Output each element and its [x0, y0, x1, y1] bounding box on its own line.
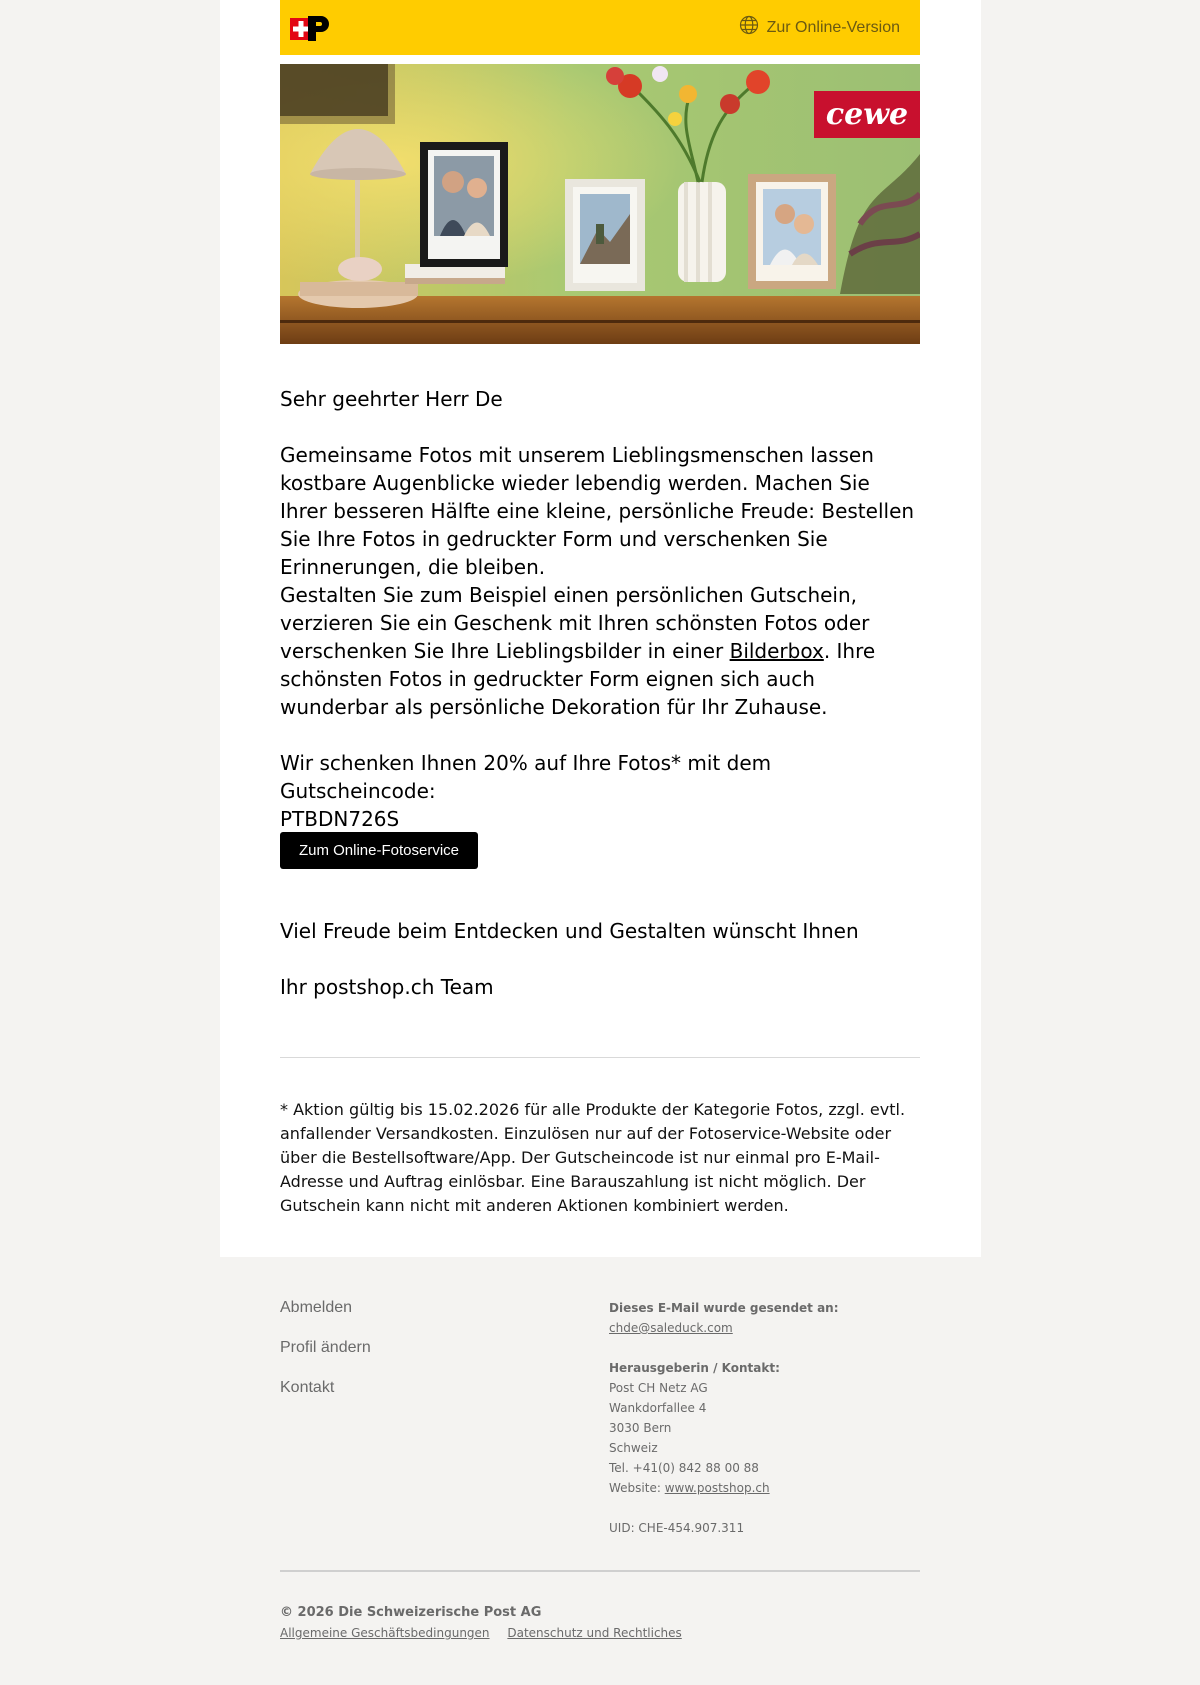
online-version-label: Zur Online-Version: [766, 18, 900, 36]
voucher-code: PTBDN726S: [280, 807, 400, 831]
offer-paragraph: [280, 749, 920, 833]
unsubscribe-link[interactable]: Abmelden: [280, 1299, 353, 1316]
paragraph-2-before: Gestalten Sie zum Beispiel einen persönlichen Gutschein, verzieren Sie ein Geschenk mit Ihren schönsten Fotos oder verschenken Sie Ihre Lieblingsbilder in einer: [280, 583, 870, 663]
closing-text: Viel Freude beim Entdecken und Gestalten wünscht Ihnen: [280, 919, 859, 943]
publisher-phone: Tel. +41(0) 842 88 00 88: [609, 1461, 759, 1475]
globe-icon: [739, 15, 759, 40]
publisher-city: 3030 Bern: [609, 1421, 672, 1435]
online-fotoservice-button[interactable]: Zum Online-Fotoservice: [280, 832, 478, 869]
recipient-email-link[interactable]: chde@saleduck.com: [609, 1321, 733, 1335]
contact-link[interactable]: Kontakt: [280, 1379, 335, 1396]
publisher-company: Post CH Netz AG: [609, 1381, 708, 1395]
privacy-link[interactable]: Datenschutz und Rechtliches: [507, 1626, 682, 1640]
footer-divider: [280, 1570, 920, 1572]
uid-number: UID: CHE-454.907.311: [609, 1521, 745, 1535]
fine-print: * Aktion gültig bis 15.02.2026 für alle Produkte der Kategorie Fotos, zzgl. evtl. anfallender Versandkosten. Einzulösen nur auf der Fotoservice-Website oder über die Bestellsoftware/App. Der Gutscheincode ist nur einmal pro E-Mail-Adresse und Auftrag einlösbar. Eine Barauszahlung ist nicht möglich. Der Gutschein kann nicht mit anderen Aktionen kombiniert werden.: [280, 1100, 906, 1215]
copyright: © 2026 Die Schweizerische Post AG: [280, 1605, 542, 1620]
website-label: Website:: [609, 1481, 665, 1495]
content-divider: [280, 1057, 920, 1058]
publisher-country: Schweiz: [609, 1441, 658, 1455]
swiss-post-logo[interactable]: [290, 13, 334, 43]
change-profile-link[interactable]: Profil ändern: [280, 1339, 371, 1356]
online-version-link[interactable]: [739, 15, 900, 40]
hero-image: [280, 64, 920, 344]
paragraph-1: Gemeinsame Fotos mit unserem Lieblingsmenschen lassen kostbare Augenblicke wieder lebendig werden. Machen Sie Ihrer besseren Hälfte eine kleine, persönliche Freude: Bestellen Sie Ihre Fotos in gedruckter Form und verschenken Sie Erinnerungen, die bleiben.: [280, 443, 915, 579]
cewe-brand-text: cewe: [825, 97, 909, 132]
terms-link[interactable]: Allgemeine Geschäftsbedingungen: [280, 1626, 490, 1640]
footer-links: [280, 1296, 371, 1416]
offer-text: Wir schenken Ihnen 20% auf Ihre Fotos* mit dem Gutscheincode:: [280, 751, 772, 803]
paragraph-2: [280, 581, 920, 721]
greeting: Sehr geehrter Herr De: [280, 387, 503, 411]
bilderbox-link[interactable]: Bilderbox: [729, 639, 824, 663]
footer-info: [609, 1298, 839, 1538]
email-card: [220, 0, 981, 1257]
publisher-street: Wankdorfallee 4: [609, 1401, 707, 1415]
header-bar: [280, 0, 920, 55]
publisher-website: [609, 1478, 839, 1498]
sent-to-label: Dieses E-Mail wurde gesendet an:: [609, 1301, 839, 1315]
paragraph-2-after: . Ihre schönsten Fotos in gedruckter Form eignen sich auch wunderbar als persönliche Dekoration für Ihr Zuhause.: [280, 639, 876, 719]
signature: Ihr postshop.ch Team: [280, 975, 494, 999]
website-link[interactable]: www.postshop.ch: [664, 1481, 770, 1495]
publisher-label: Herausgeberin / Kontakt:: [609, 1361, 780, 1375]
legal-links: [280, 1624, 696, 1642]
